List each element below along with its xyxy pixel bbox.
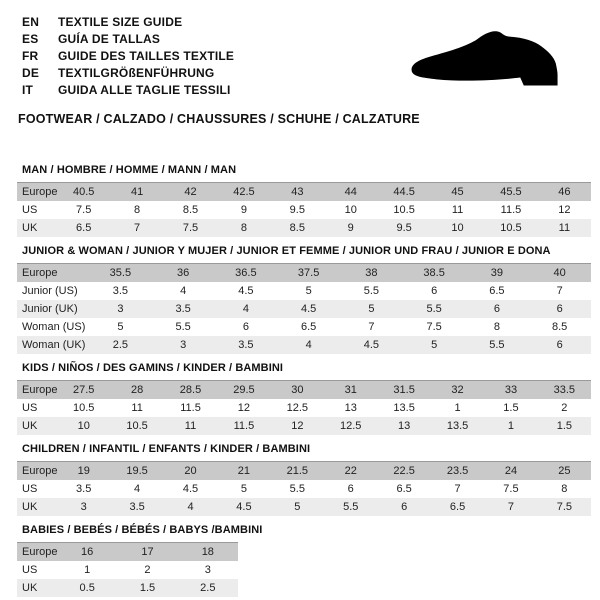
size-cell: 5 [294,501,301,513]
row-label: Junior (UK) [22,303,78,315]
table-row [17,480,591,498]
language-code: EN [22,15,40,29]
size-cell: 5.5 [489,339,505,351]
size-cell: 44.5 [393,186,415,198]
size-cell: 12 [237,402,251,414]
size-cell: 44 [344,186,357,198]
size-cell: 40.5 [72,186,95,198]
row-label: US [22,564,38,576]
size-cell: 10.5 [500,222,522,234]
size-cell: 11.5 [233,420,255,432]
size-cell: 3 [204,564,211,576]
size-cell: 4 [180,285,187,297]
size-cell: 13 [398,420,411,432]
table-row [17,219,591,237]
size-cell: 36 [177,267,190,279]
size-cell: 7.5 [503,483,519,495]
size-cell: 46 [558,186,571,198]
size-cell: 3.5 [238,339,254,351]
size-cell: 2.5 [200,582,216,594]
size-cell: 39 [490,267,503,279]
language-code: FR [22,49,39,63]
size-cell: 8 [561,483,568,495]
table-row [17,399,591,417]
table-row [17,201,591,219]
size-cell: 3.5 [129,501,145,513]
size-cell: 10 [451,222,464,234]
size-cell: 33 [504,384,518,396]
size-cell: 1 [507,420,515,432]
size-cell: 5 [117,321,124,333]
size-cell: 6 [242,321,249,333]
size-cell: 5.5 [175,321,191,333]
size-cell: 28.5 [179,384,202,396]
language-label: TEXTILE SIZE GUIDE [58,15,183,29]
size-cell: 3 [180,339,187,351]
size-cell: 31.5 [393,384,415,396]
size-cell: 9.5 [289,204,305,216]
table-row [17,318,591,336]
size-cell: 4.5 [236,501,252,513]
row-label: Junior (US) [22,285,78,297]
size-cell: 41 [130,186,144,198]
size-cell: 11.5 [180,402,201,414]
size-cell: 4 [134,483,141,495]
size-cell: 11 [184,420,197,432]
row-label: US [22,483,38,495]
size-cell: 2 [561,402,568,414]
size-section [0,164,600,237]
size-cell: 29.5 [233,384,255,396]
section-title: CHILDREN / INFANTIL / ENFANTS / KINDER / BAMBINI [22,443,311,455]
language-code: IT [22,83,34,97]
language-label: TEXTILGRÖßENFÜHRUNG [58,66,215,80]
size-cell: 12.5 [340,420,362,432]
row-label: UK [22,582,38,594]
size-cell: 11 [131,402,143,414]
size-cell: 22.5 [393,465,415,477]
size-cell: 31 [344,384,357,396]
size-cell: 28 [130,384,144,396]
dress-shoe-icon [394,18,586,98]
size-table [17,182,591,237]
table-row [17,381,591,399]
size-table [17,263,591,354]
size-cell: 24 [504,465,518,477]
row-label: Europe [22,465,58,477]
size-cell: 6 [431,285,438,297]
size-cell: 38.5 [423,267,445,279]
size-cell: 25 [558,465,571,477]
size-cell: 5.5 [289,483,305,495]
size-tables [0,164,600,597]
size-cell: 17 [141,546,154,558]
language-label: GUÍA DE TALLAS [58,32,161,46]
table-row [17,543,238,561]
size-cell: 3.5 [175,303,191,315]
size-cell: 35.5 [109,267,132,279]
size-cell: 6 [556,339,563,351]
size-cell: 16 [81,546,94,558]
row-label: UK [22,222,38,234]
size-cell: 9 [240,204,247,216]
size-cell: 32 [451,384,464,396]
size-cell: 7.5 [556,501,572,513]
size-cell: 7 [507,501,515,513]
size-cell: 5 [431,339,438,351]
size-cell: 27.5 [72,384,95,396]
size-table [17,542,238,597]
size-cell: 6.5 [396,483,412,495]
size-cell: 9.5 [396,222,412,234]
size-cell: 4.5 [238,285,254,297]
size-cell: 37.5 [297,267,320,279]
table-row [17,498,591,516]
size-cell: 11.5 [500,204,522,216]
size-cell: 7 [556,285,563,297]
size-cell: 2.5 [112,339,129,351]
size-cell: 45.5 [500,186,522,198]
size-cell: 20 [184,465,197,477]
size-cell: 36.5 [235,267,257,279]
size-cell: 8.5 [289,222,305,234]
size-cell: 7.5 [182,222,199,234]
size-cell: 10 [344,204,357,216]
size-cell: 8 [493,321,500,333]
table-row [17,183,591,201]
size-cell: 1 [84,564,91,576]
size-cell: 3 [117,303,124,315]
section-title: BABIES / BEBÉS / BÉBÉS / BABYS /BAMBINI [22,524,263,536]
size-cell: 6.5 [76,222,92,234]
size-cell: 1.5 [556,420,572,432]
size-cell: 4.5 [300,303,317,315]
size-cell: 6 [556,303,563,315]
size-cell: 5.5 [343,501,359,513]
size-cell: 6 [493,303,500,315]
size-cell: 9 [347,222,354,234]
size-cell: 3.5 [112,285,129,297]
size-cell: 6 [401,501,408,513]
table-row [17,561,238,579]
size-cell: 13.5 [446,420,469,432]
size-cell: 7.5 [426,321,442,333]
category-title: FOOTWEAR / CALZADO / CHAUSSURES / SCHUHE / CALZATURE [18,112,420,126]
size-cell: 4.5 [182,483,199,495]
size-cell: 7 [134,222,141,234]
size-cell: 6.5 [300,321,317,333]
size-cell: 7.5 [76,204,92,216]
size-cell: 2 [144,564,151,576]
row-label: Woman (UK) [22,339,86,351]
size-cell: 22 [344,465,357,477]
row-label: UK [22,501,38,513]
table-row [17,579,238,597]
size-cell: 10 [77,420,90,432]
size-cell: 21 [237,465,251,477]
size-cell: 38 [365,267,378,279]
size-cell: 5 [305,285,312,297]
size-cell: 13 [344,402,357,414]
language-label: GUIDE DES TAILLES TEXTILE [58,49,235,63]
size-cell: 30 [291,384,304,396]
size-cell: 4 [242,303,249,315]
size-cell: 10.5 [393,204,415,216]
size-cell: 4.5 [363,339,380,351]
size-cell: 5.5 [426,303,442,315]
size-cell: 13.5 [393,402,415,414]
row-label: US [22,204,38,216]
size-cell: 12 [291,420,304,432]
size-cell: 1.5 [503,402,519,414]
size-cell: 8.5 [182,204,199,216]
language-label: GUIDA ALLE TAGLIE TESSILI [58,83,231,97]
size-cell: 42.5 [233,186,255,198]
row-label: Europe [22,384,58,396]
size-cell: 1 [454,402,461,414]
row-label: Europe [22,546,58,558]
table-row [17,336,591,354]
table-row [17,462,591,480]
row-label: Woman (US) [22,321,86,333]
size-cell: 8.5 [551,321,568,333]
language-code: DE [22,66,40,80]
row-label: UK [22,420,38,432]
table-row [17,300,591,318]
size-table [17,461,591,516]
size-table [17,380,591,435]
size-cell: 18 [201,546,214,558]
size-cell: 21.5 [286,465,309,477]
size-cell: 6.5 [449,501,466,513]
row-label: US [22,402,38,414]
size-section [0,443,600,516]
section-title: KIDS / NIÑOS / DES GAMINS / KINDER / BAMBINI [22,362,284,374]
size-cell: 3.5 [76,483,92,495]
table-row [17,417,591,435]
size-cell: 8 [134,204,141,216]
size-cell: 40 [553,267,566,279]
size-cell: 5 [368,303,375,315]
size-cell: 4 [187,501,194,513]
size-cell: 10.5 [126,420,148,432]
section-title: JUNIOR & WOMAN / JUNIOR Y MUJER / JUNIOR ET FEMME / JUNIOR UND FRAU / JUNIOR E DONA [22,245,551,257]
size-cell: 12 [558,204,571,216]
size-cell: 33.5 [553,384,576,396]
size-cell: 43 [291,186,304,198]
size-cell: 7 [368,321,375,333]
size-cell: 19 [77,465,90,477]
section-title: MAN / HOMBRE / HOMME / MANN / MAN [22,164,237,176]
size-cell: 19.5 [126,465,148,477]
size-cell: 5 [240,483,247,495]
size-cell: 11 [451,204,464,216]
size-section [0,245,600,354]
table-row [17,282,591,300]
size-cell: 42 [184,186,197,198]
size-cell: 12.5 [286,402,309,414]
size-cell: 0.5 [79,582,95,594]
size-cell: 7 [454,483,461,495]
size-cell: 45 [451,186,464,198]
size-section [0,524,600,597]
size-cell: 1.5 [139,582,156,594]
size-cell: 11 [558,222,571,234]
language-code: ES [22,32,39,46]
size-cell: 4 [305,339,312,351]
dress-shoe-path [412,31,558,85]
size-section [0,362,600,435]
size-cell: 3 [80,501,87,513]
row-label: Europe [22,267,58,279]
size-cell: 6.5 [489,285,505,297]
size-cell: 5.5 [363,285,380,297]
size-cell: 10.5 [72,402,95,414]
size-cell: 8 [240,222,247,234]
size-cell: 6 [347,483,354,495]
size-cell: 23.5 [446,465,469,477]
row-label: Europe [22,186,58,198]
table-row [17,264,591,282]
